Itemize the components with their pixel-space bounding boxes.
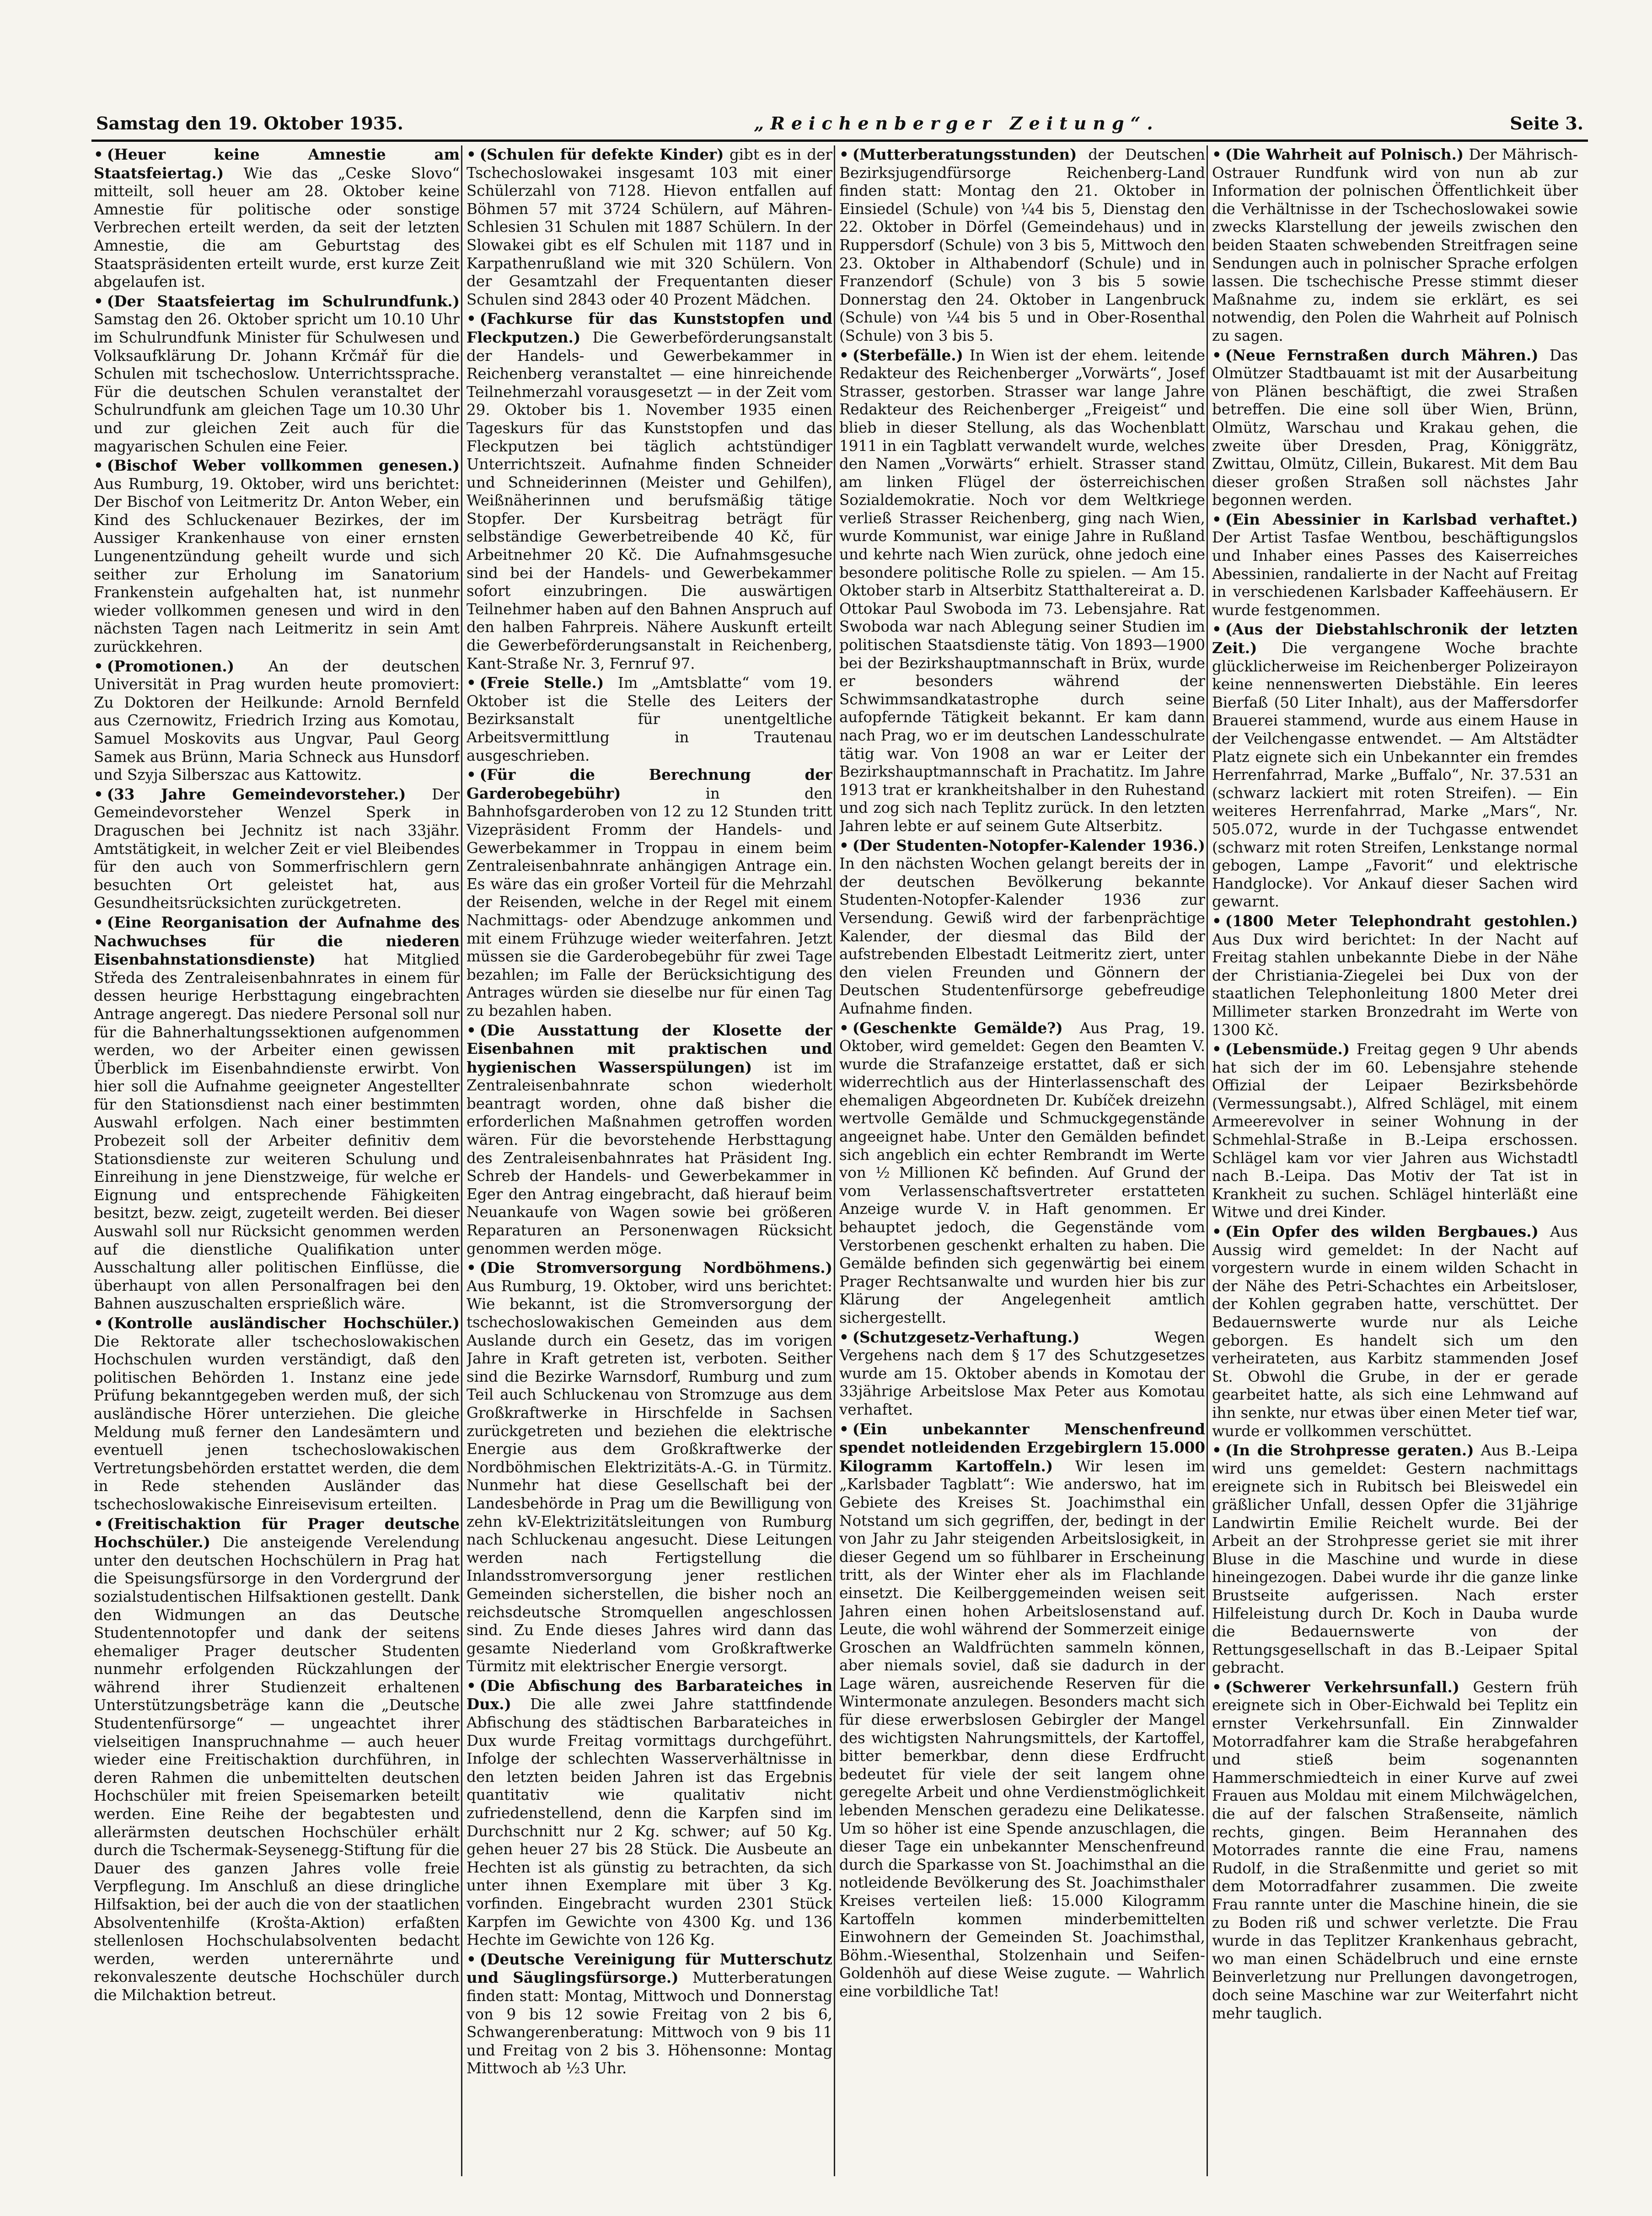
news-item — [94, 1314, 460, 1514]
news-item — [839, 145, 1205, 345]
news-item-heading: (Die Abfischung des Barbarateiches in Dux.) — [467, 1676, 832, 1713]
column-divider — [461, 145, 462, 2176]
news-item-body: hat Mitglied Středa des Zentraleisenbahnrates in einem für dessen heurige Herbsttagung eingebrachten Antrage angeregt. Das niedere Personal soll nur für die Bahnerhaltungssektionen aufgenommen werden, wo der Arbeiter einen gewissen Überblick im Eisenbahndienste erwirbt. Von hier soll die Aufnahme geeigneter Angestellter für den Stationsdienst nach einer bestimmten Auswahl erfolgen. Nach einer bestimmten Probezeit soll der Arbeiter definitiv dem Stationsdienste zur weiteren Schulung und Einreihung in jene Dienstzweige, für welche er Eignung und entsprechende Fähigkeiten besitzt, bezw. zeigt, zugeteilt werden. Bei dieser Auswahl soll nur Rücksicht genommen werden auf die dienstliche Qualifikation unter Ausschaltung aller politischen Einflüsse, die überhaupt von allen Personalfragen bei den Bahnen auszuschalten ersprießlich wäre. — [94, 951, 460, 1313]
news-item-body: Das Olmützer Stadtbauamt ist mit der Ausarbeitung von Plänen beschäftigt, die zwei Straßen betreffen. Die eine soll über Wien, Brünn, Olmütz, Warschau und Krakau gehen, die zweite über Dresden, Prag, Königgrätz, Zwittau, Olmütz, Cillein, Bukarest. Mit dem Bau dieser großen Straßen soll nächstes Jahr begonnen werden. — [1212, 346, 1578, 509]
bullet-icon: • — [839, 346, 849, 364]
bullet-icon: • — [467, 674, 476, 692]
news-item-body: ist im Zentraleisenbahnrate schon wiederholt beantragt worden, ohne daß bisher die erforderlichen Maßnahmen getroffen worden wären. Für die bevorstehende Herbsttagung des Zentraleisenbahnrates hat Präsident Ing. Schreb der Handels- und Gewerbekammer in Eger den Antrag eingebracht, daß hierauf beim Neuankaufe von Wagen sowie bei größeren Reparaturen an Personenwagen Rücksicht genommen werden möge. — [467, 1058, 832, 1257]
news-item — [1212, 145, 1578, 345]
page-number: Seite 3. — [1510, 113, 1583, 134]
news-item — [467, 1677, 832, 1949]
bullet-icon: • — [467, 1021, 476, 1039]
news-item-body: Die vergangene Woche brachte glücklicherweise im Reichenberger Polizeirayon keine nennenswerten Diebstähle. Ein leeres Bierfaß (50 Liter Inhalt), aus der Maffersdorfer Brauerei stammend, wurde aus einem Hause in der Veilchengasse entwendet. — Am Altstädter Platz eignete sich ein Unbekannter ein fremdes Herrenfahrrad, Marke „Buffalo“, Nr. 37.531 an (schwarz lackiert mit roten Streifen). — Ein weiteres Herrenfahrrad, Marke „Mars“, Nr. 505.072, wurde in der Tuchgasse entwendet (schwarz mit roten Streifen, Lenkstange normal gebogen, Lampe „Favorit“ und elektrische Handglocke). Vor Ankauf dieser Sachen wird gewarnt. — [1212, 639, 1578, 911]
news-item — [1212, 1040, 1578, 1222]
news-item — [94, 292, 460, 456]
news-item-heading: (Deutsche Vereinigung für Mutterschutz und Säuglingsfürsorge.) — [467, 1950, 832, 1987]
bullet-icon: • — [839, 1328, 849, 1346]
news-item — [839, 1019, 1205, 1327]
news-item-heading: (Schutzgesetz-Verhaftung.) — [852, 1328, 1080, 1346]
bullet-icon: • — [1212, 912, 1222, 930]
news-item — [1212, 1223, 1578, 1440]
news-item — [467, 1950, 832, 2078]
news-item-body: Aus Aussig wird gemeldet: In der Nacht auf vorgestern wurde in einem wilden Schacht in der Nähe des Petri-Schachtes ein Arbeitsloser, der Kohlen gegraben hatte, verschüttet. Der Bedauernswerte wurde nur als Leiche geborgen. Es handelt sich um den verheirateten, aus Karbitz stammenden Josef St. Obwohl die Grube, in der er gerade gearbeitet hatte, als sich eine Lehmwand auf ihn senkte, nur etwas über einen Meter tief war, wurde er vollkommen verschüttet. — [1212, 1223, 1578, 1440]
news-item-body: der Deutschen Bezirksjugendfürsorge Reichenberg-Land finden statt: Montag den 21. Oktober in Einsiedel (Schule) von ¼4 bis 5, Dienstag den 22. Oktober in Dörfel (Gemeindehaus) und in Ruppersdorf (Schule) von 3 bis 5, Mittwoch den 23. Oktober in Althabendorf (Schule) und in Franzendorf (Schule) von 3 bis 5 sowie Donnerstag den 24. Oktober in Langenbruck (Schule) von ¼4 bis 5 und in Ober-Rosenthal (Schule) von 3 bis 5. — [839, 146, 1205, 344]
news-item-body: Die Gewerbeförderungsanstalt der Handels- und Gewerbekammer in Reichenberg veranstaltet — eine hinreichende Teilnehmerzahl vorausgesetzt — in der Zeit vom 29. Oktober bis 1. November 1935 einen Tageskurs für das Kunststopfen und das Fleckputzen bei täglich achtstündiger Unterrichtszeit. Aufnahme finden Schneider und Schneiderinnen (Meister und Gehilfen), Weißnäherinnen und berufsmäßig tätige Stopfer. Der Kursbeitrag beträgt für selbständige Gewerbetreibende 40 Kč, für Arbeitnehmer 20 Kč. Die Aufnahmsgesuche sind bei der Handels- und Gewerbekammer sofort einzubringen. Die auswärtigen Teilnehmer haben auf den Bahnen Anspruch auf den halben Fahrpreis. Nähere Auskunft erteilt die Gewerbeförderungsanstalt in Reichenberg, Kant-Straße Nr. 3, Fernruf 97. — [467, 328, 832, 672]
news-item — [1212, 1678, 1578, 2023]
news-item — [94, 657, 460, 784]
news-item-heading: (Sterbefälle.) — [852, 346, 963, 364]
news-item-body: Aus Rumburg, 19. Oktober, wird uns berichtet: Der Bischof von Leitmeritz Dr. Anton Weber, ein Kind des Schluckenauer Bezirkes, der im Aussiger Krankenhause von einer ernsten Lungenentzündung geheilt wurde und sich seither zur Erholung im Sanatorium Frankenstein aufgehalten hat, ist nunmehr wieder vollkommen genesen und wird in den nächsten Tagen nach Leitmeritz in sein Amt zurückkehren. — [94, 475, 460, 656]
news-item-heading: (Der Staatsfeiertag im Schulrundfunk.) — [107, 292, 460, 310]
bullet-icon: • — [94, 913, 103, 931]
text-column-2 — [467, 145, 832, 2181]
news-item — [94, 456, 460, 656]
news-item-heading: (1800 Meter Telephondraht gestohlen.) — [1225, 912, 1578, 930]
bullet-icon: • — [467, 1950, 476, 1968]
news-item — [839, 1420, 1205, 2001]
page-header — [96, 106, 1583, 134]
news-item-body: in den Bahnhofsgarderoben von 12 zu 12 Stunden tritt Vizepräsident Fromm der Handels- und Gewerbekammer in Troppau in einem beim Zentraleisenbahnrate anhängigen Antrage ein. Es wäre das ein großer Vorteil für die Mehrzahl der Reisenden, welche in der Regel mit einem Nachmittags- oder Abendzuge ankommen und mit einem Frühzuge wieder weiterfahren. Jetzt müssen sie die Garderobegebühr für zwei Tage bezahlen; im Falle der Berücksichtigung des Antrages würden sie dieselbe nur für einen Tag zu bezahlen haben. — [467, 784, 832, 1019]
bullet-icon: • — [1212, 346, 1222, 364]
news-item — [94, 145, 460, 291]
news-item-heading: (Die Wahrheit auf Polnisch.) — [1225, 145, 1464, 163]
text-column-4 — [1212, 145, 1578, 2181]
news-item-body: An der deutschen Universität in Prag wurden heute promoviert: Zu Doktoren der Heilkunde: Arnold Bernfeld aus Czernowitz, Friedrich Irzing aus Komotau, Samuel Moskovits aus Ungvar, Paul Georg Samek aus Brünn, Maria Schneck aus Hunsdorf und Szyja Silberszac aus Kattowitz. — [94, 657, 460, 784]
news-item-body: Die Rektorate aller tschechoslowakischen Hochschulen wurden verständigt, daß den politischen Behörden 1. Instanz eine jede Prüfung bekanntgegeben werden muß, der sich ausländische Hörer unterziehen. Die gleiche Meldung muß ferner den Landesämtern und eventuell jenen tschechoslowakischen Vertretungsbehörden erstattet werden, die dem in Rede stehenden Ausländer das tschechoslowakische Einreisevisum erteilten. — [94, 1332, 460, 1513]
text-column-1 — [94, 145, 460, 2181]
bullet-icon: • — [94, 657, 103, 675]
news-item-heading: (Geschenkte Gemälde?) — [852, 1019, 1063, 1037]
news-item-body: Der Gemeindevorsteher Wenzel Sperk in Draguschen bei Jechnitz ist nach 33jähr. Amtstätigkeit, in welcher Zeit er viel Bleibendes für den auch von Sommerfrischlern gern besuchten Ort geleistet hat, aus Gesundheitsrücksichten zurückgetreten. — [94, 785, 460, 912]
news-item — [1212, 346, 1578, 510]
news-item-heading: (Neue Fernstraßen durch Mähren.) — [1225, 346, 1539, 364]
news-item-heading: (Heuer keine Amnestie am Staatsfeiertag.) — [94, 145, 460, 182]
news-item-body: Aus Dux wird berichtet: In der Nacht auf Freitag stahlen unbekannte Diebe in der Nähe der Christiania-Ziegelei bei Dux von der staatlichen Telephonleitung 1800 Meter drei Millimeter starken Bronzedraht im Werte von 1300 Kč. — [1212, 930, 1578, 1039]
news-item-body: Freitag gegen 9 Uhr abends hat sich der im 60. Lebensjahre stehende Offizial der Leipaer Bezirksbehörde (Vermessungsabt.), Alfred Schlägel, mit einem Armeerevolver in seiner Wohnung in der Schmehlal-Straße in B.-Leipa erschossen. Schlägel kam vor vier Jahren aus Wichstadtl nach B.-Leipa. Das Motiv der Tat ist in Krankheit zu suchen. Schlägel hinterläßt eine Witwe und drei Kinder. — [1212, 1041, 1578, 1221]
bullet-icon: • — [839, 1420, 849, 1438]
news-item — [467, 674, 832, 765]
news-item-body: Wegen Vergehens nach dem § 17 des Schutzgesetzes wurde am 15. Oktober abends in Komotau der 33jährige Arbeitslose Max Peter aus Komotau verhaftet. — [839, 1328, 1205, 1418]
news-item-heading: (Schwerer Verkehrsunfall.) — [1225, 1678, 1460, 1696]
bullet-icon: • — [467, 766, 476, 784]
column-divider — [1207, 145, 1208, 2176]
news-item-body: Die alle zwei Jahre stattfindende Abfischung des städtischen Barbarateiches in Dux wurde Freitag vormittags durchgeführt. Infolge der schlechten Wasserverhältnisse in den letzten beiden Jahren ist das Ergebnis quantitativ wie qualitativ nicht zufriedenstellend, denn die Karpfen sind im Durchschnitt nur 2 Kg. schwer; auf 50 Kg. gehen heuer 27 bis 28 Stück. Die Ausbeute an Hechten ist als günstig zu betrachten, da sich unter ihnen Exemplare mit über 3 Kg. vorfinden. Eingebracht wurden 2301 Stück Karpfen im Gewichte von 4300 Kg. und 136 Hechte im Gewichte von 126 Kg. — [467, 1696, 832, 1949]
news-item-body: gibt es in der Tschechoslowakei insgesamt 103 mit einer Schülerzahl von 7128. Hievon entfallen auf Böhmen 57 mit 3724 Schülern, auf Mähren-Schlesien 31 Schulen mit 1887 Schülern. In der Slowakei gibt es elf Schulen mit 1187 und in Karpathenrußland wie mit 320 Schülern. Von der Gesamtzahl der Frequentanten dieser Schulen sind 2843 oder 40 Prozent Mädchen. — [467, 146, 832, 308]
news-item — [839, 837, 1205, 1018]
news-item-heading: (Die Stromversorgung Nordböhmens.) — [479, 1259, 832, 1277]
news-item — [839, 346, 1205, 836]
news-item — [1212, 1441, 1578, 1677]
text-column-3 — [839, 145, 1205, 2181]
news-item-body: Die ansteigende Verelendung unter den deutschen Hochschülern in Prag hat die Speisungsfürsorge in den Vordergrund der sozialstudentischen Hilfsaktionen gestellt. Dank den Widmungen an das Deutsche Studentennotopfer und dank der seitens ehemaliger Prager deutscher Studenten nunmehr erfolgenden Rückzahlungen der während ihrer Studienzeit erhaltenen Unterstützungsbeträge kann die „Deutsche Studentenfürsorge“ — ungeachtet ihrer vielseitigen Inanspruchnahme — auch heuer wieder eine Freitischaktion durchführen, in deren Rahmen die unbemittelten deutschen Hochschüler mit freien Speisemarken beteilt werden. Eine Reihe der begabtesten und allerärmsten deutschen Hochschüler erhält durch die Tschermak-Seysenegg-Stiftung für die Dauer des ganzen Jahres volle freie Verpflegung. Im Anschluß an diese dringliche Hilfsaktion, bei der auch die von der staatlichen Absolventenhilfe (Krošta-Aktion) erfaßten stellenlosen Hochschulabsolventen bedacht werden, werden unterernährte und rekonvaleszente deutsche Hochschüler durch die Milchaktion betreut. — [94, 1534, 460, 2004]
news-item — [467, 1259, 832, 1676]
news-item — [94, 913, 460, 1313]
news-item-heading: (Ein unbekannter Menschenfreund spendet notleidenden Erzgebirglern 15.000 Kilogramm Kartoffeln.) — [839, 1420, 1205, 1475]
bullet-icon: • — [1212, 1678, 1222, 1696]
news-item-body: Aus Prag, 19. Oktober, wird gemeldet: Gegen den Beamten V. wurde die Strafanzeige erstattet, daß er sich widerrechtlich aus der Hinterlassenschaft des ehemaligen Abgeordneten Dr. Kubíček dreizehn wertvolle Gemälde und Schmuckgegenstände angeeignet habe. Unter den Gemälden befindet sich angeblich ein echter Rembrandt im Werte von ½ Millionen Kč befinden. Auf Grund der vom Verlassenschaftsvertreter erstatteten Anzeige wurde V. in Haft genommen. Er behauptet jedoch, die Gegenstände vom Verstorbenen geschenkt erhalten zu haben. Die Gemälde befinden sich gegenwärtig bei einem Prager Rechtsanwalte und wurden hier bis zur Klärung der Angelegenheit amtlich sichergestellt. — [839, 1019, 1205, 1326]
bullet-icon: • — [94, 292, 103, 310]
news-item-heading: (In die Strohpresse geraten.) — [1225, 1441, 1474, 1459]
issue-date: Samstag den 19. Oktober 1935. — [96, 113, 403, 134]
news-item-heading: (Bischof Weber vollkommen genesen.) — [107, 456, 460, 475]
news-item-heading: (Ein Abessinier in Karlsbad verhaftet.) — [1225, 510, 1578, 528]
bullet-icon: • — [1212, 145, 1222, 163]
bullet-icon: • — [467, 1676, 476, 1695]
masthead: „Reichenberger Zeitung“. — [754, 113, 1159, 134]
news-item-heading: (Freitischaktion für Prager deutsche Hochschüler.) — [94, 1514, 460, 1551]
news-item-heading: (Schulen für defekte Kinder) — [479, 145, 724, 163]
news-item-body: Der Artist Tasfae Wentbou, beschäftigungslos und Inhaber eines Passes des Kaiserreiches Abessinien, randalierte in der Nacht auf Freitag in verschiedenen Karlsbader Kaffeehäusern. Er wurde festgenommen. — [1212, 529, 1578, 619]
news-item-heading: (Fachkurse für das Kunststopfen und Fleckputzen.) — [467, 310, 832, 346]
bullet-icon: • — [94, 456, 103, 475]
news-item-heading: (Promotionen.) — [107, 657, 235, 675]
news-item-heading: (Der Studenten-Notopfer-Kalender 1936.) — [852, 836, 1205, 854]
bullet-icon: • — [839, 836, 849, 854]
news-item-heading: (Eine Reorganisation der Aufnahme des Nachwuchses für die niederen Eisenbahnstationsdienste) — [94, 913, 460, 969]
news-item-body: Mutterberatungen finden statt: Montag, Mittwoch und Donnerstag von 9 bis 12 sowie Freitag von 2 bis 6, Schwangerenberatung: Mittwoch von 9 bis 11 und Freitag von 2 bis 3. Höhensonne: Montag Mittwoch ab ½3 Uhr. — [467, 1969, 832, 2077]
column-divider — [834, 145, 835, 2176]
news-item — [94, 785, 460, 912]
bullet-icon: • — [94, 145, 103, 163]
bullet-icon: • — [94, 785, 103, 803]
news-item-heading: (Kontrolle ausländischer Hochschüler.) — [107, 1314, 460, 1332]
news-item-heading: (Aus der Diebstahlschronik der letzten Zeit.) — [1212, 620, 1578, 657]
news-item — [839, 1328, 1205, 1419]
news-item — [1212, 912, 1578, 1039]
news-item — [467, 1021, 832, 1258]
news-item-heading: (Ein Opfer des wilden Bergbaues.) — [1225, 1223, 1539, 1241]
bullet-icon: • — [467, 1259, 476, 1277]
news-item-body: Aus Rumburg, 19. Oktober, wird uns berichtet: Wie bekannt, ist die Stromversorgung der tschechoslowakischen Gemeinden aus dem Auslande durch ein Gesetz, das im vorigen Jahre in Kraft getreten ist, verboten. Seither sind die Bezirke Warnsdorf, Rumburg und zum Teil auch Schluckenau von Stromzuge aus dem Großkraftwerke in Hirschfelde in Sachsen zurückgetreten und beziehen die elektrische Energie aus dem Großkraftwerke der Nordböhmischen Elektrizitäts-A.-G. in Türmitz. Nunmehr hat diese Gesellschaft bei der Landesbehörde in Prag um die Bewilligung von zehn kV-Elektrizitätsleitungen von Rumburg nach Schluckenau angesucht. Diese Leitungen werden nach Fertigstellung die Inlandsstromversorgung jener restlichen Gemeinden sicherstellen, die bisher noch an reichsdeutsche Stromquellen angeschlossen sind. Zu Ende dieses Jahres wird dann das gesamte Niederland vom Großkraftwerke Türmitz mit elektrischer Energie versorgt. — [467, 1277, 832, 1675]
bullet-icon: • — [1212, 1223, 1222, 1241]
bullet-icon: • — [839, 145, 849, 163]
bullet-icon: • — [94, 1514, 103, 1533]
news-item-heading: (Freie Stelle.) — [479, 674, 604, 692]
bullet-icon: • — [467, 145, 476, 163]
news-item-heading: (33 Jahre Gemeindevorsteher.) — [107, 785, 406, 803]
news-item — [94, 1515, 460, 2005]
bullet-icon: • — [1212, 1040, 1222, 1058]
bullet-icon: • — [467, 310, 476, 328]
news-item-body: Wie das „Ceske Slovo“ mitteilt, soll heuer am 28. Oktober keine Amnestie für politische oder sonstige Verbrechen erteilt werden, da seit der letzten Amnestie, die am Geburtstag des Staatspräsidenten erteilt wurde, erst kurze Zeit abgelaufen ist. — [94, 164, 460, 291]
news-item-body: Wir lesen im „Karlsbader Tagblatt“: Wie anderswo, hat im Gebiete des Kreises St. Joachimsthal ein Notstand um sich gegriffen, der, bedingt in der von Jahr zu Jahr steigenden Arbeitslosigkeit, in dieser Gegend um so fühlbarer in Erscheinung tritt, als der Winter eher als im Flachlande einsetzt. Die Keilberggemeinden weisen seit Jahren einen hohen Arbeitslosenstand auf. Leute, die wohl während der Sommerzeit einige Groschen an Waldfrüchten sammeln können, aber niemals soviel, daß sie dadurch in der Lage wären, ausreichende Reserven für die Wintermonate anzulegen. Besonders macht sich für diese erwerbslosen Gebirgler der Mangel des wichtigsten Nahrungsmittels, der Kartoffel, bitter bemerkbar, denn diese Erdfrucht bedeutet für viele der seit langem ohne geregelte Arbeit und ohne Verdienstmöglichkeit lebenden Menschen geradezu eine Delikatesse. Um so höher ist eine Spende anzuschlagen, die dieser Tage ein unbekannter Menschenfreund durch die Sparkasse von St. Joachimsthal an die notleidende Bevölkerung des St. Joachimsthaler Kreises verteilen ließ: 15.000 Kilogramm Kartoffeln kommen minderbemittelten Einwohnern der Gemeinden St. Joachimsthal, Böhm.-Wiesenthal, Stolzenhain und Seifen-Goldenhöh auf diese Weise zugute. — Wahrlich eine vorbildliche Tat! — [839, 1457, 1205, 2000]
news-item-heading: (Die Ausstattung der Klosette der Eisenbahnen mit praktischen und hygienischen Wasserspülungen) — [467, 1021, 832, 1076]
news-item-body: Aus B.-Leipa wird uns gemeldet: Gestern nachmittags ereignete sich in Rubitsch bei Bleiswedel ein gräßlicher Unfall, dessen Opfer die 31jährige Landwirtin Emilie Reichelt wurde. Bei der Arbeit an der Strohpresse geriet sie mit ihrer Bluse in die Maschine und wurde in diese hineingezogen. Dabei wurde ihr die ganze linke Brustseite aufgerissen. Nach erster Hilfeleistung durch Dr. Koch in Dauba wurde die Bedauernswerte von der Rettungsgesellschaft in das B.-Leipaer Spital gebracht. — [1212, 1442, 1578, 1677]
news-item-body: In Wien ist der ehem. leitende Redakteur des Reichenberger „Vorwärts“, Josef Strasser, gestorben. Strasser war lange Jahre Redakteur des Reichenberger „Freigeist“ und blieb in dieser Stellung, als das Wochenblatt 1911 in ein Tagblatt verwandelt wurde, welches den Namen „Vorwärts“ erhielt. Strasser stand am linken Flügel der österreichischen Sozialdemokratie. Noch vor dem Weltkriege verließ Strasser Reichenberg, ging nach Wien, wurde Kommunist, war einige Jahre in Rußland und kehrte nach Wien zurück, ohne jedoch eine besondere politische Rolle zu spielen. — Am 15. Oktober starb in Altserbitz Statthaltereirat a. D. Ottokar Paul Swoboda im 73. Lebensjahre. Rat Swoboda war nach Ablegung seiner Studien im politischen Staatsdienste tätig. Von 1893—1900 bei der Bezirkshauptmannschaft in Brüx, wurde er besonders während der Schwimmsandkatastrophe durch seine aufopfernde Tätigkeit bekannt. Er kam dann nach Prag, wo er im deutschen Landesschulrate tätig war. Von 1908 an war er Leiter der Bezirkshauptmannschaft in Prachatitz. Im Jahre 1913 trat er krankheitshalber in den Ruhestand und zog sich nach Teplitz zurück. In den letzten Jahren lebte er auf seinem Gute Altserbitz. — [839, 346, 1205, 835]
bullet-icon: • — [1212, 620, 1222, 639]
bullet-icon: • — [1212, 510, 1222, 528]
bullet-icon: • — [839, 1019, 849, 1037]
news-item — [467, 310, 832, 673]
news-item — [1212, 510, 1578, 620]
news-item-body: Der Mährisch-Ostrauer Rundfunk wird von nun ab zur Information der polnischen Öffentlichkeit über die Verhältnisse in der Tschechoslowakei sowie zwecks Klarstellung der jeweils zwischen den beiden Staaten schwebenden Streitfragen seine Sendungen auch in polnischer Sprache erfolgen lassen. Die tschechische Presse stimmt dieser Maßnahme zu, indem sie erklärt, es sei notwendig, den Polen die Wahrheit auf Polnisch zu sagen. — [1212, 146, 1578, 344]
news-item-body: Gestern früh ereignete sich in Ober-Eichwald bei Teplitz ein ernster Verkehrsunfall. Ein Zinnwalder Motorradfahrer kam die Straße herabgefahren und stieß beim sogenannten Hammerschmiedteich in einer Kurve auf zwei Frauen aus Moldau mit einem Milchwägelchen, die auf der falschen Straßenseite, nämlich rechts, gingen. Beim Herannahen des Motorrades rannte die eine Frau, namens Rudolf, in die Straßenmitte und geriet so mit dem Motorradfahrer zusammen. Die zweite Frau rannte unter die Maschine hinein, die sie zu Boden riß und schwer verletzte. Die Frau wurde in das Teplitzer Krankenhaus gebracht, wo man einen Schädelbruch und eine ernste Beinverletzung nur Prellungen davongetrogen, doch seine Maschine war zur Weiterfahrt nicht mehr tauglich. — [1212, 1678, 1578, 2022]
news-item-body: In den nächsten Wochen gelangt bereits der in der deutschen Bevölkerung bekannte Studenten-Notopfer-Kalender 1936 zur Versendung. Gewiß wird der farbenprächtige Kalender, der diesmal das Bild der aufstrebenden Elbestadt Leitmeritz ziert, unter den vielen Freunden und Gönnern der Deutschen Studentenfürsorge gebefreudige Aufnahme finden. — [839, 855, 1205, 1017]
news-item-heading: (Lebensmüde.) — [1225, 1040, 1350, 1058]
news-item-body: Samstag den 26. Oktober spricht um 10.10 Uhr im Schulrundfunk Minister für Schulwesen und Volksaufklärung Dr. Johann Krčmář für die Schulen mit tschechoslow. Unterrichtssprache. Für die deutschen Schulen veranstaltet der Schulrundfunk am gleichen Tage um 10.30 Uhr und zur gleichen Zeit auch für die magyarischen Schulen eine Feier. — [94, 311, 460, 455]
bullet-icon: • — [94, 1314, 103, 1332]
news-item — [1212, 620, 1578, 911]
news-item-heading: (Mutterberatungsstunden) — [852, 145, 1077, 163]
news-item — [467, 766, 832, 1020]
bullet-icon: • — [1212, 1441, 1222, 1459]
news-item-body: Im „Amtsblatte“ vom 19. Oktober ist die Stelle des Leiters der Bezirksanstalt für unentgeltliche Arbeitsvermittlung in Trautenau ausgeschrieben. — [467, 674, 832, 764]
news-item — [467, 145, 832, 309]
news-item-heading: (Für die Berechnung der Garderobegebühr) — [467, 766, 832, 802]
header-rule — [91, 140, 1588, 142]
